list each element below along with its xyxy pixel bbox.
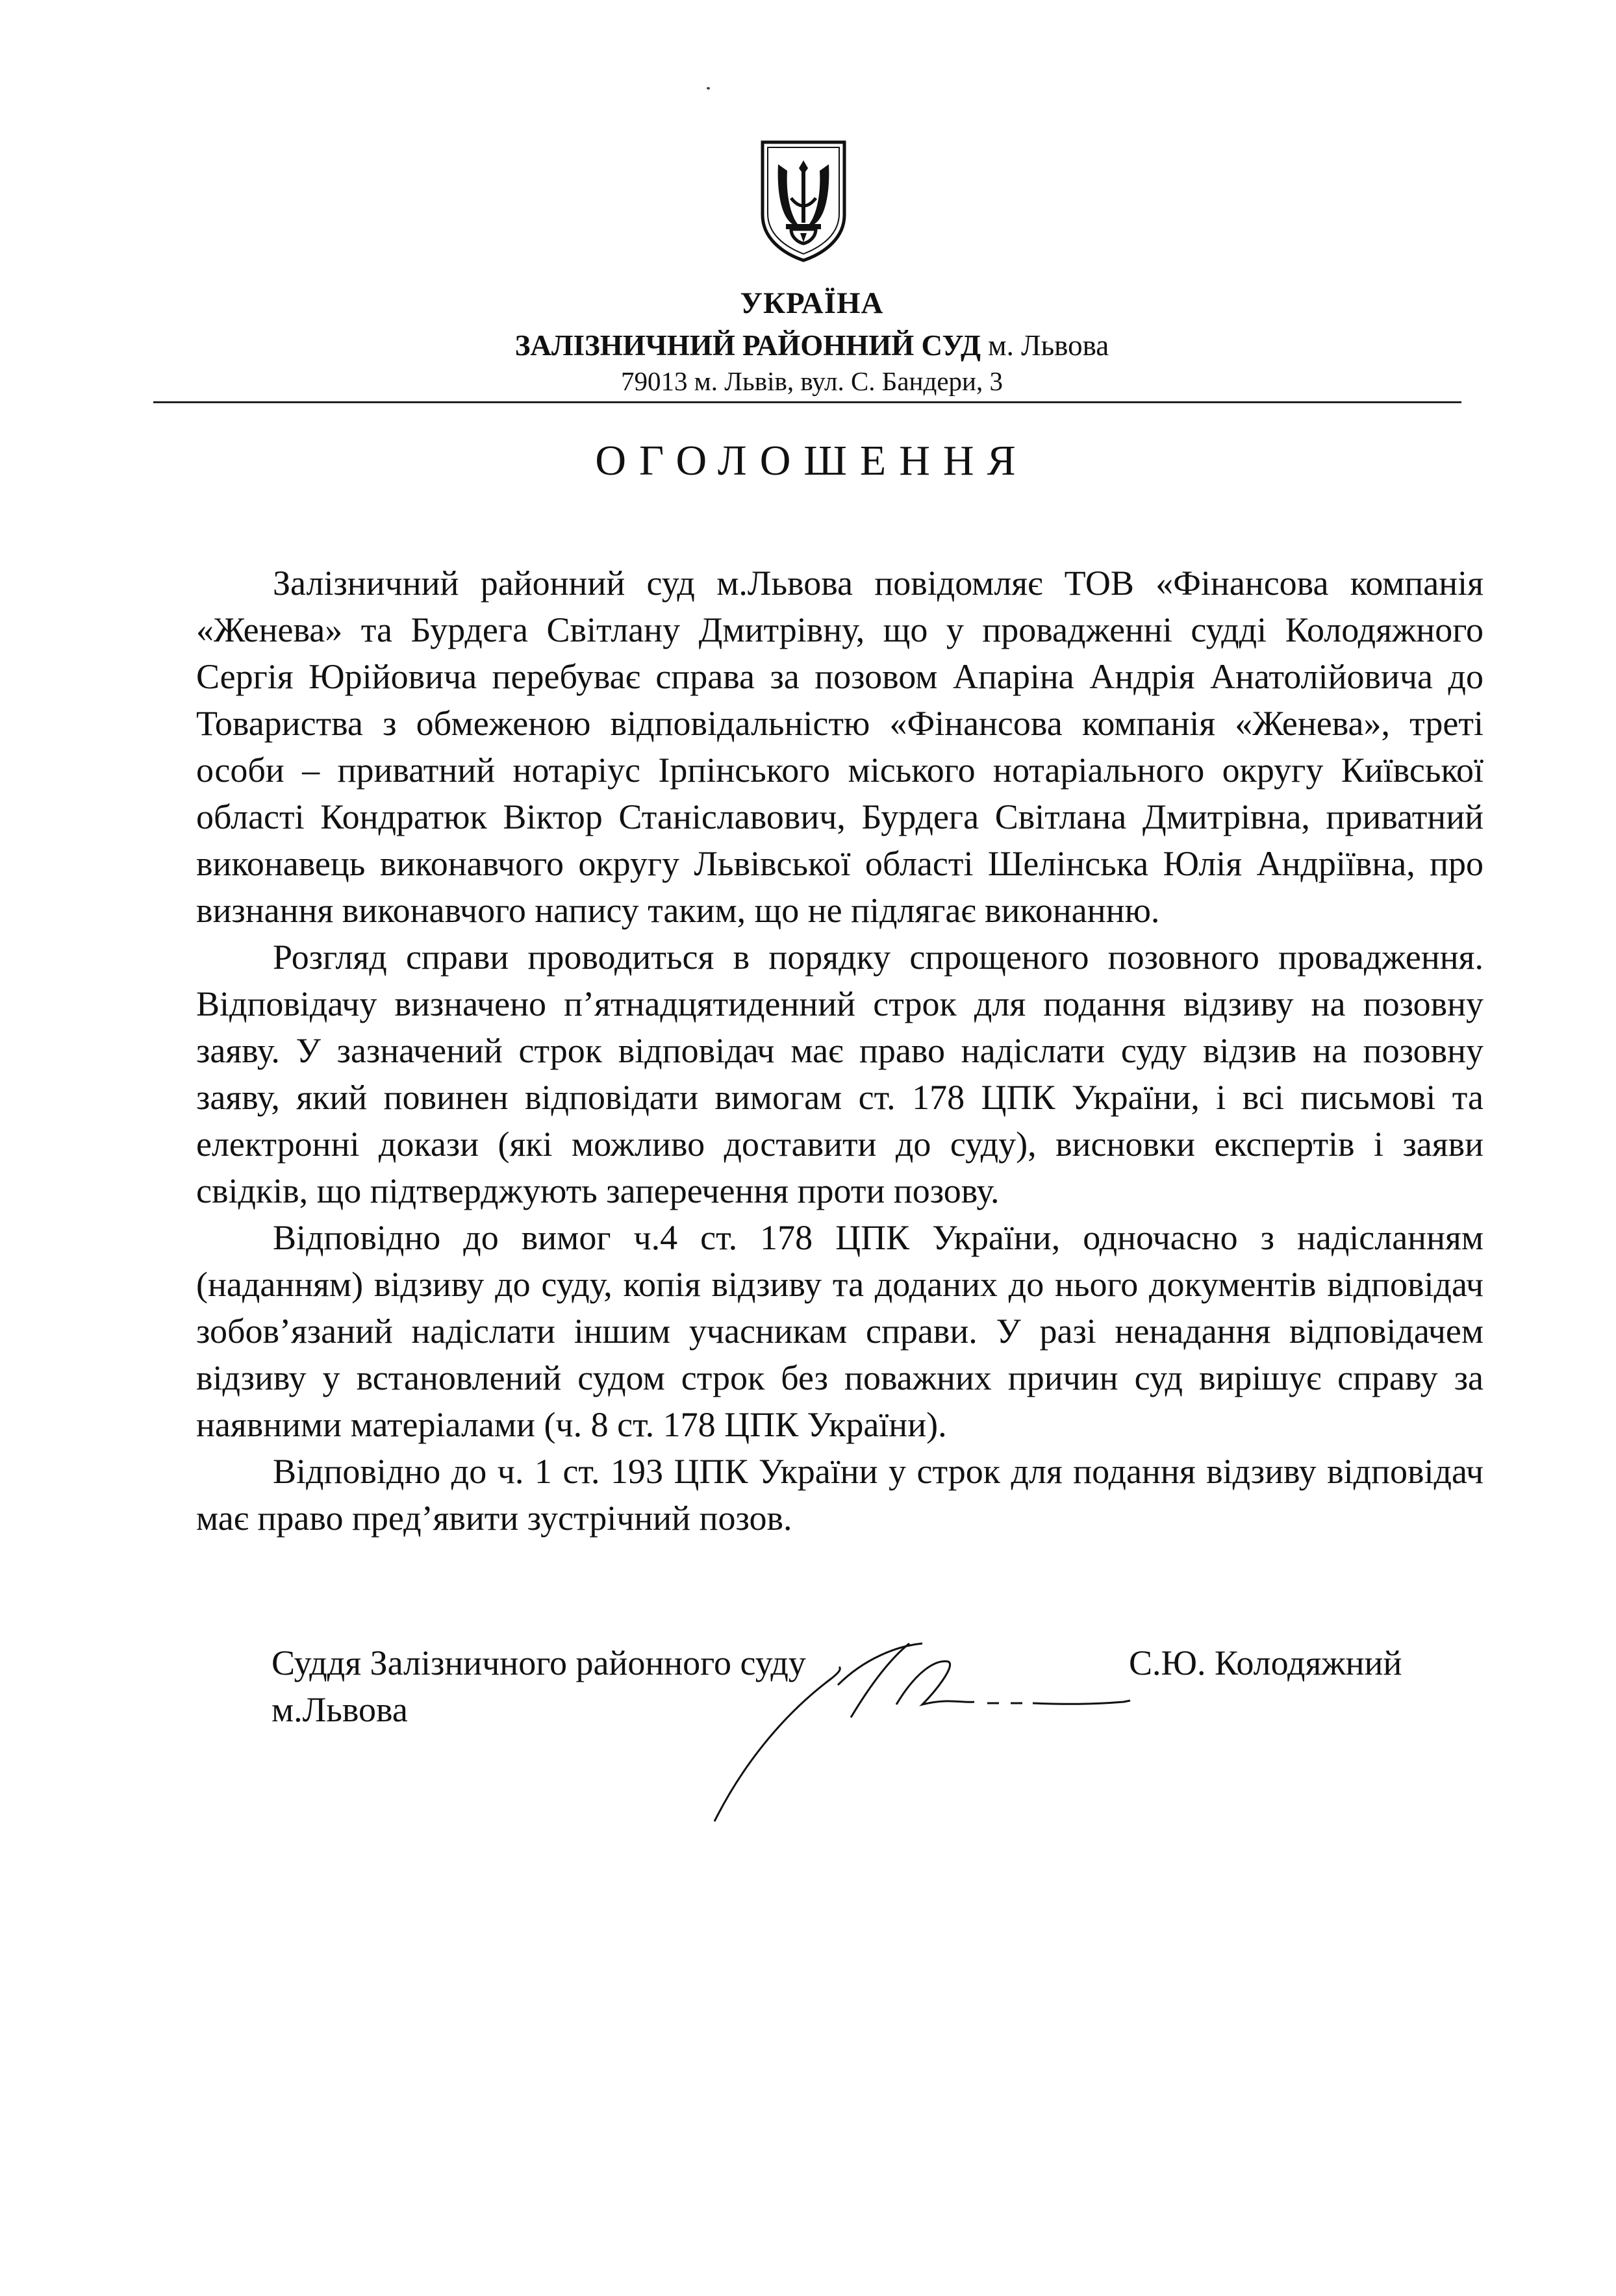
scan-speck <box>707 87 710 90</box>
handwritten-signature <box>701 1607 1169 1828</box>
trident-coat-of-arms-icon <box>759 138 848 263</box>
signatory-position-line2: м.Львова <box>271 1690 408 1729</box>
court-city: м. Львова <box>980 329 1109 362</box>
court-name-bold: ЗАЛІЗНИЧНИЙ РАЙОННИЙ СУД <box>514 329 981 362</box>
paragraph: Розгляд справи проводиться в порядку спрощеного позовного провадження. Відповідачу визначено п’ятнадцятиденний строк для подання відзиву на позовну заяву. У зазначений строк відповідач має право надіслати суду відзив на позовну заяву, який повинен відповідати вимогам ст. 178 ЦПК України, і всі письмові та електронні докази (які можливо доставити до суду), висновки експертів і заяви свідків, що підтверджують заперечення проти позову. <box>196 938 1483 1210</box>
signatory-position-line1: Суддя Залізничного районного суду <box>271 1643 806 1682</box>
announcement-body <box>196 560 1483 1541</box>
country-heading: УКРАЇНА <box>740 286 884 320</box>
document-title: ОГОЛОШЕННЯ <box>595 437 1029 484</box>
court-address: 79013 м. Львів, вул. С. Бандери, 3 <box>621 366 1003 396</box>
signatory-name: С.Ю. Колодяжний <box>1129 1643 1402 1682</box>
paragraph: Відповідно до вимог ч.4 ст. 178 ЦПК України, одночасно з надісланням (наданням) відзиву до суду, копія відзиву та доданих до нього документів відповідач зобов’язаний надіслати іншим учасникам справи. У разі ненадання відповідачем відзиву у встановлений судом строк без поважних причин суд вирішує справу за наявними матеріалами (ч. 8 ст. 178 ЦПК України). <box>196 1218 1483 1444</box>
header-divider <box>153 401 1461 403</box>
court-name <box>149 329 1474 362</box>
paragraph: Відповідно до ч. 1 ст. 193 ЦПК України у строк для подання відзиву відповідач має право пред’явити зустрічний позов. <box>196 1452 1483 1538</box>
paragraph: Залізничний районний суд м.Львова повідомляє ТОВ «Фінансова компанія «Женева» та Бурдега Світлану Дмитрівну, що у провадженні судді Колодяжного Сергія Юрійовича перебуває справа за позовом Апаріна Андрія Анатолійовича до Товариства з обмеженою відповідальністю «Фінансова компанія «Женева», треті особи – приватний нотаріус Ірпінського міського нотаріального округу Київської області Кондратюк Віктор Станіславович, Бурдега Світлана Дмитрівна, приватний виконавець виконавчого округу Львівської області Шелінська Юлія Андріївна, про визнання виконавчого напису таким, що не підлягає виконанню. <box>196 564 1483 930</box>
